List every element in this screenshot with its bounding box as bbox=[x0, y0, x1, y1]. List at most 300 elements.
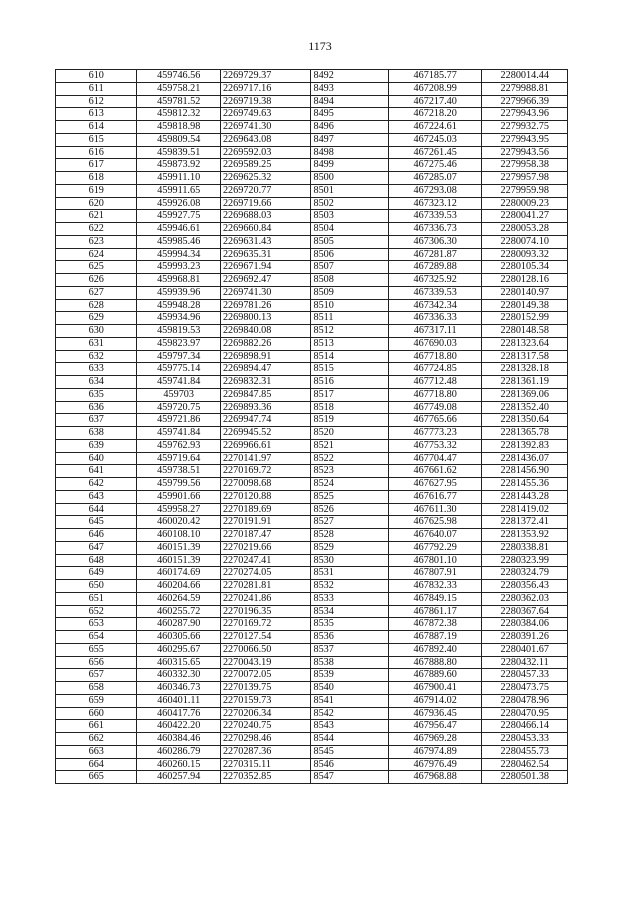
table-cell: 2269832.31 bbox=[220, 376, 311, 389]
table-cell: 8504 bbox=[311, 223, 388, 236]
table-cell: 8523 bbox=[311, 465, 388, 478]
table-row bbox=[56, 286, 568, 299]
table-row bbox=[56, 720, 568, 733]
table-row bbox=[56, 210, 568, 223]
table-cell: 459819.53 bbox=[137, 325, 220, 338]
table-cell: 8517 bbox=[311, 388, 388, 401]
table-row bbox=[56, 529, 568, 542]
table-cell: 2280323.99 bbox=[482, 554, 568, 567]
table-cell: 467640.07 bbox=[388, 529, 482, 542]
table-cell: 8532 bbox=[311, 580, 388, 593]
table-cell: 467285.07 bbox=[388, 172, 482, 185]
table-cell: 8495 bbox=[311, 108, 388, 121]
table-cell: 660 bbox=[56, 707, 137, 720]
table-cell: 8500 bbox=[311, 172, 388, 185]
table-cell: 8512 bbox=[311, 325, 388, 338]
table-cell: 618 bbox=[56, 172, 137, 185]
table-row bbox=[56, 350, 568, 363]
table-cell: 2280501.38 bbox=[482, 771, 568, 784]
table-cell: 2269688.03 bbox=[220, 210, 311, 223]
table-cell: 2269894.47 bbox=[220, 363, 311, 376]
table-cell: 2279959.98 bbox=[482, 184, 568, 197]
table-cell: 2270127.54 bbox=[220, 631, 311, 644]
table-cell: 650 bbox=[56, 580, 137, 593]
table-row bbox=[56, 121, 568, 134]
table-cell: 467317.11 bbox=[388, 325, 482, 338]
table-cell: 8514 bbox=[311, 350, 388, 363]
table-cell: 2280457.33 bbox=[482, 669, 568, 682]
table-row bbox=[56, 376, 568, 389]
table-cell: 2269660.84 bbox=[220, 223, 311, 236]
table-cell: 2280014.44 bbox=[482, 70, 568, 83]
table-cell: 2270159.73 bbox=[220, 694, 311, 707]
table-cell: 8547 bbox=[311, 771, 388, 784]
table-cell: 467773.23 bbox=[388, 427, 482, 440]
table-cell: 467849.15 bbox=[388, 592, 482, 605]
table-cell: 2269625.32 bbox=[220, 172, 311, 185]
table-row bbox=[56, 707, 568, 720]
table-cell: 8540 bbox=[311, 682, 388, 695]
table-row bbox=[56, 172, 568, 185]
table-cell: 655 bbox=[56, 643, 137, 656]
table-row bbox=[56, 745, 568, 758]
table-cell: 459927.75 bbox=[137, 210, 220, 223]
table-cell: 460422.20 bbox=[137, 720, 220, 733]
table-cell: 2269719.38 bbox=[220, 95, 311, 108]
table-row bbox=[56, 184, 568, 197]
table-cell: 467625.98 bbox=[388, 516, 482, 529]
table-cell: 2280093.32 bbox=[482, 248, 568, 261]
table-cell: 622 bbox=[56, 223, 137, 236]
table-cell: 8543 bbox=[311, 720, 388, 733]
table-cell: 2280149.38 bbox=[482, 299, 568, 312]
table-row bbox=[56, 656, 568, 669]
table-cell: 8529 bbox=[311, 541, 388, 554]
table-cell: 460151.39 bbox=[137, 541, 220, 554]
table-cell: 2281361.19 bbox=[482, 376, 568, 389]
table-cell: 460401.11 bbox=[137, 694, 220, 707]
table-cell: 2270043.19 bbox=[220, 656, 311, 669]
table-cell: 2269945.52 bbox=[220, 427, 311, 440]
table-cell: 8507 bbox=[311, 261, 388, 274]
table-cell: 2281353.92 bbox=[482, 529, 568, 542]
table-cell: 2280128.16 bbox=[482, 274, 568, 287]
table-cell: 467704.47 bbox=[388, 452, 482, 465]
table-cell: 2269671.94 bbox=[220, 261, 311, 274]
table-cell: 2269781.26 bbox=[220, 299, 311, 312]
table-cell: 624 bbox=[56, 248, 137, 261]
table-cell: 8513 bbox=[311, 337, 388, 350]
table-cell: 8497 bbox=[311, 133, 388, 146]
table-cell: 459985.46 bbox=[137, 235, 220, 248]
table-cell: 2280053.28 bbox=[482, 223, 568, 236]
table-cell: 2280466.14 bbox=[482, 720, 568, 733]
table-cell: 8525 bbox=[311, 490, 388, 503]
table-cell: 459994.34 bbox=[137, 248, 220, 261]
table-cell: 2270169.72 bbox=[220, 465, 311, 478]
table-cell: 467887.19 bbox=[388, 631, 482, 644]
table-cell: 2279932.75 bbox=[482, 121, 568, 134]
table-row bbox=[56, 618, 568, 631]
table-cell: 459926.08 bbox=[137, 197, 220, 210]
table-cell: 460204.66 bbox=[137, 580, 220, 593]
table-cell: 8546 bbox=[311, 758, 388, 771]
table-cell: 2281456.90 bbox=[482, 465, 568, 478]
page-number: 1173 bbox=[308, 39, 332, 53]
table-row bbox=[56, 299, 568, 312]
table-cell: 619 bbox=[56, 184, 137, 197]
table-row bbox=[56, 439, 568, 452]
table-cell: 460257.94 bbox=[137, 771, 220, 784]
table-cell: 2280470.95 bbox=[482, 707, 568, 720]
table-cell: 644 bbox=[56, 503, 137, 516]
table-cell: 2269720.77 bbox=[220, 184, 311, 197]
table-cell: 459948.28 bbox=[137, 299, 220, 312]
table-cell: 460260.15 bbox=[137, 758, 220, 771]
table-row bbox=[56, 694, 568, 707]
table-cell: 2270169.72 bbox=[220, 618, 311, 631]
table-cell: 2280009.23 bbox=[482, 197, 568, 210]
table-cell: 2270281.81 bbox=[220, 580, 311, 593]
table-cell: 2280367.64 bbox=[482, 605, 568, 618]
table-cell: 2279988.81 bbox=[482, 82, 568, 95]
table-cell: 641 bbox=[56, 465, 137, 478]
table-cell: 648 bbox=[56, 554, 137, 567]
table-cell: 459939.96 bbox=[137, 286, 220, 299]
table-cell: 623 bbox=[56, 235, 137, 248]
table-row bbox=[56, 133, 568, 146]
table-cell: 2270352.85 bbox=[220, 771, 311, 784]
table-cell: 2270098.68 bbox=[220, 478, 311, 491]
table-cell: 2281455.36 bbox=[482, 478, 568, 491]
table-cell: 2280324.79 bbox=[482, 567, 568, 580]
table-cell: 460286.79 bbox=[137, 745, 220, 758]
table-cell: 2281372.41 bbox=[482, 516, 568, 529]
table-cell: 642 bbox=[56, 478, 137, 491]
table-cell: 467968.88 bbox=[388, 771, 482, 784]
table-cell: 2269840.08 bbox=[220, 325, 311, 338]
table-cell: 2280148.58 bbox=[482, 325, 568, 338]
table-cell: 467336.73 bbox=[388, 223, 482, 236]
table-row bbox=[56, 605, 568, 618]
table-cell: 459946.61 bbox=[137, 223, 220, 236]
table-cell: 634 bbox=[56, 376, 137, 389]
table-cell: 8541 bbox=[311, 694, 388, 707]
table-row bbox=[56, 541, 568, 554]
table-row bbox=[56, 108, 568, 121]
table-cell: 2269898.91 bbox=[220, 350, 311, 363]
table-cell: 459818.98 bbox=[137, 121, 220, 134]
table-cell: 2269741.30 bbox=[220, 286, 311, 299]
table-cell: 467792.29 bbox=[388, 541, 482, 554]
table-cell: 467261.45 bbox=[388, 146, 482, 159]
table-cell: 617 bbox=[56, 159, 137, 172]
table-cell: 2270187.47 bbox=[220, 529, 311, 542]
table-row bbox=[56, 337, 568, 350]
table-cell: 2269592.03 bbox=[220, 146, 311, 159]
table-cell: 2269966.61 bbox=[220, 439, 311, 452]
table-cell: 2280338.81 bbox=[482, 541, 568, 554]
table-cell: 460315.65 bbox=[137, 656, 220, 669]
table-cell: 8522 bbox=[311, 452, 388, 465]
table-cell: 467718.80 bbox=[388, 388, 482, 401]
table-cell: 2270240.75 bbox=[220, 720, 311, 733]
table-cell: 656 bbox=[56, 656, 137, 669]
table-row bbox=[56, 631, 568, 644]
table-cell: 467339.53 bbox=[388, 210, 482, 223]
table-cell: 459958.27 bbox=[137, 503, 220, 516]
table-row bbox=[56, 567, 568, 580]
table-cell: 8542 bbox=[311, 707, 388, 720]
table-cell: 459758.21 bbox=[137, 82, 220, 95]
table-cell: 8519 bbox=[311, 414, 388, 427]
table-cell: 467336.33 bbox=[388, 312, 482, 325]
table-cell: 467892.40 bbox=[388, 643, 482, 656]
table-cell: 653 bbox=[56, 618, 137, 631]
table-cell: 459901.66 bbox=[137, 490, 220, 503]
table-row bbox=[56, 733, 568, 746]
table-cell: 459934.96 bbox=[137, 312, 220, 325]
table-cell: 2279943.96 bbox=[482, 108, 568, 121]
table-cell: 2269847.85 bbox=[220, 388, 311, 401]
table-cell: 8518 bbox=[311, 401, 388, 414]
table-cell: 459911.10 bbox=[137, 172, 220, 185]
table-cell: 2280453.33 bbox=[482, 733, 568, 746]
table-cell: 8506 bbox=[311, 248, 388, 261]
table-cell: 628 bbox=[56, 299, 137, 312]
table-cell: 459719.64 bbox=[137, 452, 220, 465]
table-cell: 2270219.66 bbox=[220, 541, 311, 554]
table-cell: 640 bbox=[56, 452, 137, 465]
table-cell: 467936.45 bbox=[388, 707, 482, 720]
table-cell: 460332.30 bbox=[137, 669, 220, 682]
table-row bbox=[56, 580, 568, 593]
table-cell: 2281443.28 bbox=[482, 490, 568, 503]
table-cell: 2280140.97 bbox=[482, 286, 568, 299]
table-cell: 2280432.11 bbox=[482, 656, 568, 669]
table-cell: 467753.32 bbox=[388, 439, 482, 452]
table-cell: 460255.72 bbox=[137, 605, 220, 618]
table-cell: 2270247.41 bbox=[220, 554, 311, 567]
table-row bbox=[56, 235, 568, 248]
table-cell: 8545 bbox=[311, 745, 388, 758]
table-cell: 459797.34 bbox=[137, 350, 220, 363]
table-row bbox=[56, 401, 568, 414]
table-cell: 467661.62 bbox=[388, 465, 482, 478]
table-cell: 8510 bbox=[311, 299, 388, 312]
table-row bbox=[56, 643, 568, 656]
table-cell: 2270072.05 bbox=[220, 669, 311, 682]
table-cell: 2279958.38 bbox=[482, 159, 568, 172]
table-cell: 659 bbox=[56, 694, 137, 707]
table-row bbox=[56, 592, 568, 605]
table-cell: 2279957.98 bbox=[482, 172, 568, 185]
table-cell: 615 bbox=[56, 133, 137, 146]
table-cell: 459738.51 bbox=[137, 465, 220, 478]
table-cell: 2280401.67 bbox=[482, 643, 568, 656]
table-cell: 459721.86 bbox=[137, 414, 220, 427]
table-cell: 616 bbox=[56, 146, 137, 159]
table-cell: 2269643.08 bbox=[220, 133, 311, 146]
table-cell: 459993.23 bbox=[137, 261, 220, 274]
table-row bbox=[56, 70, 568, 83]
table-cell: 8524 bbox=[311, 478, 388, 491]
table-cell: 2281328.18 bbox=[482, 363, 568, 376]
table-cell: 460287.90 bbox=[137, 618, 220, 631]
table-cell: 665 bbox=[56, 771, 137, 784]
table-cell: 631 bbox=[56, 337, 137, 350]
table-cell: 8516 bbox=[311, 376, 388, 389]
table-cell: 638 bbox=[56, 427, 137, 440]
table-cell: 467325.92 bbox=[388, 274, 482, 287]
table-cell: 467765.66 bbox=[388, 414, 482, 427]
table-cell: 8511 bbox=[311, 312, 388, 325]
table-cell: 613 bbox=[56, 108, 137, 121]
table-cell: 460108.10 bbox=[137, 529, 220, 542]
table-cell: 2270274.05 bbox=[220, 567, 311, 580]
table-cell: 2280356.43 bbox=[482, 580, 568, 593]
table-cell: 467281.87 bbox=[388, 248, 482, 261]
table-cell: 467861.17 bbox=[388, 605, 482, 618]
table-cell: 646 bbox=[56, 529, 137, 542]
table-cell: 459775.14 bbox=[137, 363, 220, 376]
table-cell: 2280152.99 bbox=[482, 312, 568, 325]
table-cell: 459911.65 bbox=[137, 184, 220, 197]
table-cell: 2269729.37 bbox=[220, 70, 311, 83]
table-row bbox=[56, 363, 568, 376]
table-cell: 632 bbox=[56, 350, 137, 363]
table-cell: 2269635.31 bbox=[220, 248, 311, 261]
table-cell: 625 bbox=[56, 261, 137, 274]
table-cell: 459720.75 bbox=[137, 401, 220, 414]
table-cell: 8537 bbox=[311, 643, 388, 656]
table-cell: 658 bbox=[56, 682, 137, 695]
table-cell: 637 bbox=[56, 414, 137, 427]
table-cell: 467690.03 bbox=[388, 337, 482, 350]
table-cell: 467914.02 bbox=[388, 694, 482, 707]
table-cell: 8530 bbox=[311, 554, 388, 567]
table-cell: 2269692.47 bbox=[220, 274, 311, 287]
table-cell: 2280362.03 bbox=[482, 592, 568, 605]
table-cell: 2280105.34 bbox=[482, 261, 568, 274]
table-cell: 8538 bbox=[311, 656, 388, 669]
table-cell: 629 bbox=[56, 312, 137, 325]
table-row bbox=[56, 325, 568, 338]
table-cell: 459703 bbox=[137, 388, 220, 401]
table-cell: 467888.80 bbox=[388, 656, 482, 669]
table-cell: 610 bbox=[56, 70, 137, 83]
table-cell: 467218.20 bbox=[388, 108, 482, 121]
table-cell: 467749.08 bbox=[388, 401, 482, 414]
coordinates-table bbox=[55, 69, 568, 784]
table-cell: 459799.56 bbox=[137, 478, 220, 491]
table-cell: 2269893.36 bbox=[220, 401, 311, 414]
table-cell: 460020.42 bbox=[137, 516, 220, 529]
table-cell: 467956.47 bbox=[388, 720, 482, 733]
table-cell: 460417.76 bbox=[137, 707, 220, 720]
table-cell: 8498 bbox=[311, 146, 388, 159]
table-cell: 2269717.16 bbox=[220, 82, 311, 95]
table-cell: 460295.67 bbox=[137, 643, 220, 656]
table-cell: 467712.48 bbox=[388, 376, 482, 389]
table-cell: 645 bbox=[56, 516, 137, 529]
table-cell: 467217.40 bbox=[388, 95, 482, 108]
table-cell: 459839.51 bbox=[137, 146, 220, 159]
table-cell: 467185.77 bbox=[388, 70, 482, 83]
table-row bbox=[56, 261, 568, 274]
table-cell: 467306.30 bbox=[388, 235, 482, 248]
table-cell: 467976.49 bbox=[388, 758, 482, 771]
table-cell: 467275.46 bbox=[388, 159, 482, 172]
table-cell: 647 bbox=[56, 541, 137, 554]
table-cell: 2280462.54 bbox=[482, 758, 568, 771]
table-cell: 459809.54 bbox=[137, 133, 220, 146]
table-cell: 8508 bbox=[311, 274, 388, 287]
table-cell: 2270241.86 bbox=[220, 592, 311, 605]
table-cell: 620 bbox=[56, 197, 137, 210]
table-cell: 467342.34 bbox=[388, 299, 482, 312]
table-cell: 8528 bbox=[311, 529, 388, 542]
table-cell: 2270191.91 bbox=[220, 516, 311, 529]
table-cell: 2281365.78 bbox=[482, 427, 568, 440]
table-cell: 459873.92 bbox=[137, 159, 220, 172]
table-cell: 2270206.34 bbox=[220, 707, 311, 720]
table-cell: 2281369.06 bbox=[482, 388, 568, 401]
table-cell: 2280074.10 bbox=[482, 235, 568, 248]
table-cell: 2281436.07 bbox=[482, 452, 568, 465]
table-cell: 664 bbox=[56, 758, 137, 771]
table-cell: 633 bbox=[56, 363, 137, 376]
table-cell: 2281352.40 bbox=[482, 401, 568, 414]
table-cell: 8526 bbox=[311, 503, 388, 516]
table-cell: 467323.12 bbox=[388, 197, 482, 210]
table-cell: 2270139.75 bbox=[220, 682, 311, 695]
table-row bbox=[56, 95, 568, 108]
table-cell: 621 bbox=[56, 210, 137, 223]
table-row bbox=[56, 516, 568, 529]
table-cell: 2280384.06 bbox=[482, 618, 568, 631]
table-cell: 2269882.26 bbox=[220, 337, 311, 350]
table-cell: 8521 bbox=[311, 439, 388, 452]
table-cell: 8501 bbox=[311, 184, 388, 197]
coordinates-table-body bbox=[56, 70, 568, 784]
table-cell: 654 bbox=[56, 631, 137, 644]
table-cell: 467616.77 bbox=[388, 490, 482, 503]
table-row bbox=[56, 427, 568, 440]
table-row bbox=[56, 682, 568, 695]
table-cell: 8531 bbox=[311, 567, 388, 580]
table-cell: 2280455.73 bbox=[482, 745, 568, 758]
table-cell: 663 bbox=[56, 745, 137, 758]
table-cell: 2281419.02 bbox=[482, 503, 568, 516]
table-cell: 467293.08 bbox=[388, 184, 482, 197]
table-cell: 636 bbox=[56, 401, 137, 414]
table-cell: 2281350.64 bbox=[482, 414, 568, 427]
table-cell: 2280391.26 bbox=[482, 631, 568, 644]
table-cell: 459741.84 bbox=[137, 376, 220, 389]
table-cell: 2281317.58 bbox=[482, 350, 568, 363]
table-cell: 652 bbox=[56, 605, 137, 618]
table-row bbox=[56, 452, 568, 465]
table-cell: 459746.56 bbox=[137, 70, 220, 83]
table-row bbox=[56, 312, 568, 325]
table-cell: 8534 bbox=[311, 605, 388, 618]
table-cell: 8502 bbox=[311, 197, 388, 210]
table-row bbox=[56, 758, 568, 771]
table-row bbox=[56, 554, 568, 567]
table-row bbox=[56, 146, 568, 159]
table-cell: 8515 bbox=[311, 363, 388, 376]
